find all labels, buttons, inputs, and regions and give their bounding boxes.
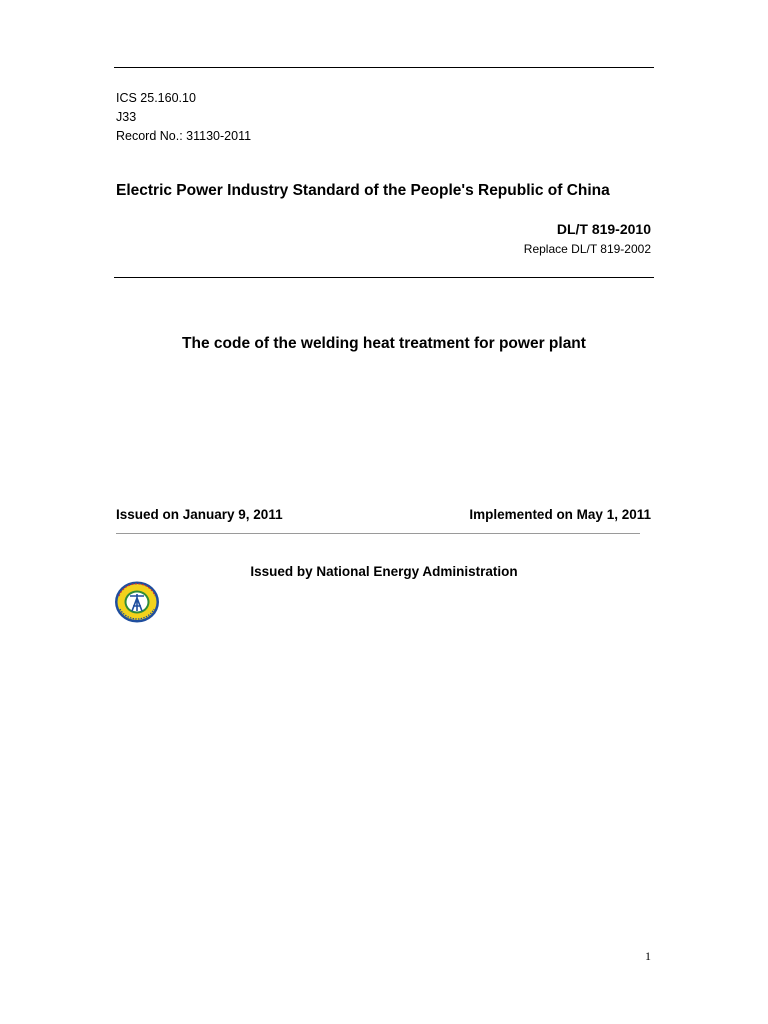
document-title: The code of the welding heat treatment for power plant: [182, 335, 586, 352]
standard-org-title: Electric Power Industry Standard of the People's Republic of China: [116, 182, 610, 199]
header-bottom-rule: [114, 277, 654, 278]
classification-block: [116, 89, 251, 146]
replaces-note: Replace DL/T 819-2002: [523, 242, 651, 256]
issued-date: Issued on January 9, 2011: [116, 507, 283, 522]
category-code: J33: [116, 110, 137, 124]
implemented-date: Implemented on May 1, 2011: [469, 507, 651, 522]
dates-divider: [116, 533, 640, 534]
issuer-line: Issued by National Energy Administration: [250, 564, 518, 579]
ics-code: ICS 25.160.10: [116, 91, 196, 105]
china-electricity-council-seal-icon: [113, 580, 161, 624]
top-rule: [114, 67, 654, 68]
page-number: 1: [645, 949, 651, 963]
standard-code: DL/T 819-2010: [556, 221, 651, 237]
record-number: Record No.: 31130-2011: [116, 129, 252, 143]
